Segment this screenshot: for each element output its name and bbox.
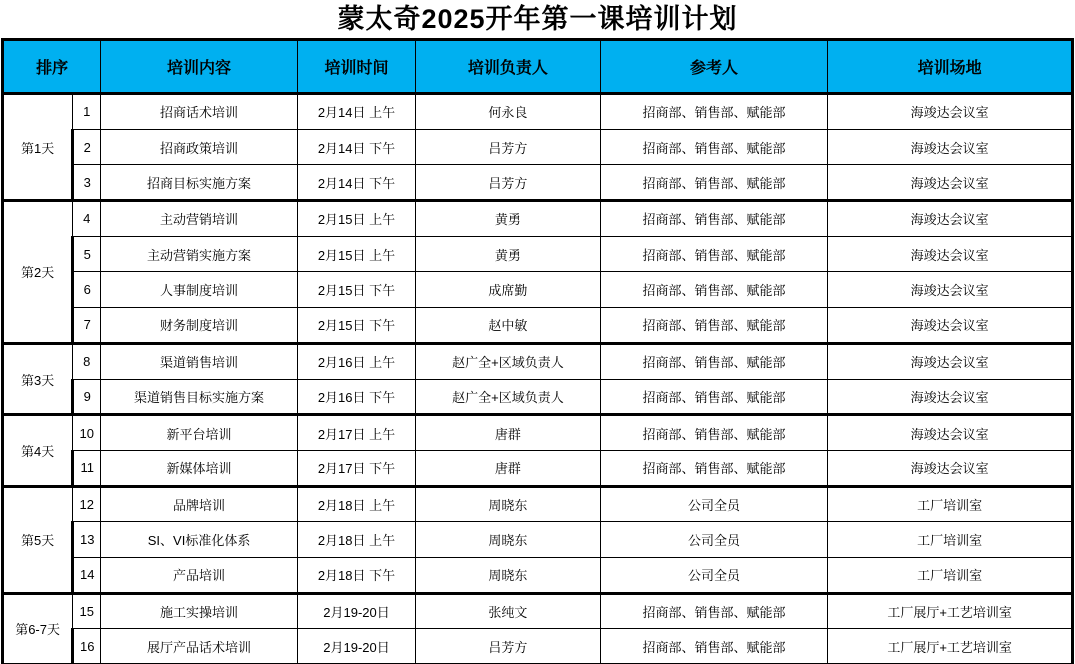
training-time: 2月18日 上午 (297, 522, 415, 558)
training-leader: 赵中敏 (416, 308, 601, 344)
participants: 招商部、销售部、赋能部 (600, 94, 828, 130)
participants: 公司全员 (600, 486, 828, 522)
day-group-label: 第2天 (3, 201, 73, 344)
participants: 招商部、销售部、赋能部 (600, 415, 828, 451)
training-venue: 海竣达会议室 (828, 379, 1073, 415)
participants: 招商部、销售部、赋能部 (600, 308, 828, 344)
training-venue: 海竣达会议室 (828, 343, 1073, 379)
training-time: 2月19-20日 (297, 593, 415, 629)
training-time: 2月18日 下午 (297, 557, 415, 593)
training-venue: 工厂培训室 (828, 522, 1073, 558)
header-row (3, 40, 1073, 94)
row-number: 10 (73, 415, 101, 451)
day-group-label: 第5天 (3, 486, 73, 593)
training-venue: 工厂培训室 (828, 557, 1073, 593)
training-content: 财务制度培训 (101, 308, 298, 344)
training-time: 2月19-20日 (297, 629, 415, 664)
training-venue: 工厂展厅+工艺培训室 (828, 629, 1073, 664)
training-leader: 赵广全+区域负责人 (416, 343, 601, 379)
training-leader: 吕芳方 (416, 629, 601, 664)
training-content: SI、VI标准化体系 (101, 522, 298, 558)
training-time: 2月14日 下午 (297, 129, 415, 165)
participants: 招商部、销售部、赋能部 (600, 129, 828, 165)
training-leader: 黄勇 (416, 236, 601, 272)
training-venue: 海竣达会议室 (828, 415, 1073, 451)
participants: 招商部、销售部、赋能部 (600, 272, 828, 308)
training-venue: 海竣达会议室 (828, 272, 1073, 308)
training-content: 招商政策培训 (101, 129, 298, 165)
training-leader: 赵广全+区域负责人 (416, 379, 601, 415)
table-row (3, 450, 1073, 486)
participants: 招商部、销售部、赋能部 (600, 343, 828, 379)
training-venue: 工厂展厅+工艺培训室 (828, 593, 1073, 629)
table-row (3, 593, 1073, 629)
training-venue: 海竣达会议室 (828, 236, 1073, 272)
row-number: 12 (73, 486, 101, 522)
training-content: 主动营销培训 (101, 201, 298, 237)
table-row (3, 129, 1073, 165)
table-row (3, 308, 1073, 344)
training-time: 2月14日 下午 (297, 165, 415, 201)
table-row (3, 379, 1073, 415)
training-venue: 海竣达会议室 (828, 129, 1073, 165)
training-venue: 海竣达会议室 (828, 165, 1073, 201)
column-header-time: 培训时间 (297, 40, 415, 94)
table-row (3, 165, 1073, 201)
training-leader: 周晓东 (416, 486, 601, 522)
training-content: 产品培训 (101, 557, 298, 593)
training-venue: 海竣达会议室 (828, 201, 1073, 237)
table-row (3, 94, 1073, 130)
table-row (3, 415, 1073, 451)
training-content: 招商话术培训 (101, 94, 298, 130)
day-group-label: 第1天 (3, 94, 73, 201)
training-venue: 海竣达会议室 (828, 94, 1073, 130)
training-leader: 唐群 (416, 415, 601, 451)
day-group-label: 第6-7天 (3, 593, 73, 664)
training-leader: 吕芳方 (416, 165, 601, 201)
training-content: 招商目标实施方案 (101, 165, 298, 201)
day-group-label: 第3天 (3, 343, 73, 414)
participants: 招商部、销售部、赋能部 (600, 379, 828, 415)
training-time: 2月15日 上午 (297, 201, 415, 237)
training-content: 新平台培训 (101, 415, 298, 451)
training-content: 主动营销实施方案 (101, 236, 298, 272)
training-leader: 周晓东 (416, 557, 601, 593)
training-content: 渠道销售培训 (101, 343, 298, 379)
row-number: 16 (73, 629, 101, 664)
row-number: 5 (73, 236, 101, 272)
row-number: 4 (73, 201, 101, 237)
training-content: 人事制度培训 (101, 272, 298, 308)
row-number: 15 (73, 593, 101, 629)
row-number: 6 (73, 272, 101, 308)
training-leader: 黄勇 (416, 201, 601, 237)
training-content: 渠道销售目标实施方案 (101, 379, 298, 415)
column-header-venue: 培训场地 (828, 40, 1073, 94)
participants: 公司全员 (600, 522, 828, 558)
row-number: 7 (73, 308, 101, 344)
table-row (3, 486, 1073, 522)
training-leader: 成席勤 (416, 272, 601, 308)
participants: 招商部、销售部、赋能部 (600, 165, 828, 201)
participants: 招商部、销售部、赋能部 (600, 593, 828, 629)
participants: 招商部、销售部、赋能部 (600, 201, 828, 237)
training-venue: 工厂培训室 (828, 486, 1073, 522)
column-header-content: 培训内容 (101, 40, 298, 94)
training-time: 2月18日 上午 (297, 486, 415, 522)
column-header-participants: 参考人 (600, 40, 828, 94)
row-number: 13 (73, 522, 101, 558)
row-number: 3 (73, 165, 101, 201)
page-title: 蒙太奇2025开年第一课培训计划 (337, 4, 738, 34)
training-leader: 何永良 (416, 94, 601, 130)
training-leader: 吕芳方 (416, 129, 601, 165)
training-content: 展厅产品话术培训 (101, 629, 298, 664)
row-number: 11 (73, 450, 101, 486)
training-content: 新媒体培训 (101, 450, 298, 486)
training-time: 2月17日 下午 (297, 450, 415, 486)
table-row (3, 557, 1073, 593)
participants: 招商部、销售部、赋能部 (600, 236, 828, 272)
training-leader: 唐群 (416, 450, 601, 486)
table-row (3, 629, 1073, 664)
participants: 招商部、销售部、赋能部 (600, 450, 828, 486)
participants: 招商部、销售部、赋能部 (600, 629, 828, 664)
training-time: 2月17日 上午 (297, 415, 415, 451)
day-group-label: 第4天 (3, 415, 73, 486)
training-leader: 张纯文 (416, 593, 601, 629)
row-number: 2 (73, 129, 101, 165)
training-time: 2月16日 下午 (297, 379, 415, 415)
column-header-order: 排序 (3, 40, 101, 94)
row-number: 8 (73, 343, 101, 379)
column-header-leader: 培训负责人 (416, 40, 601, 94)
participants: 公司全员 (600, 557, 828, 593)
training-content: 施工实操培训 (101, 593, 298, 629)
training-content: 品牌培训 (101, 486, 298, 522)
table-row (3, 201, 1073, 237)
training-time: 2月15日 上午 (297, 236, 415, 272)
table-row (3, 272, 1073, 308)
training-venue: 海竣达会议室 (828, 308, 1073, 344)
training-time: 2月14日 上午 (297, 94, 415, 130)
table-row (3, 343, 1073, 379)
training-leader: 周晓东 (416, 522, 601, 558)
training-time: 2月15日 下午 (297, 272, 415, 308)
table-row (3, 236, 1073, 272)
row-number: 1 (73, 94, 101, 130)
training-plan-table (1, 38, 1074, 664)
training-venue: 海竣达会议室 (828, 450, 1073, 486)
row-number: 9 (73, 379, 101, 415)
row-number: 14 (73, 557, 101, 593)
training-time: 2月15日 下午 (297, 308, 415, 344)
table-row (3, 522, 1073, 558)
training-time: 2月16日 上午 (297, 343, 415, 379)
